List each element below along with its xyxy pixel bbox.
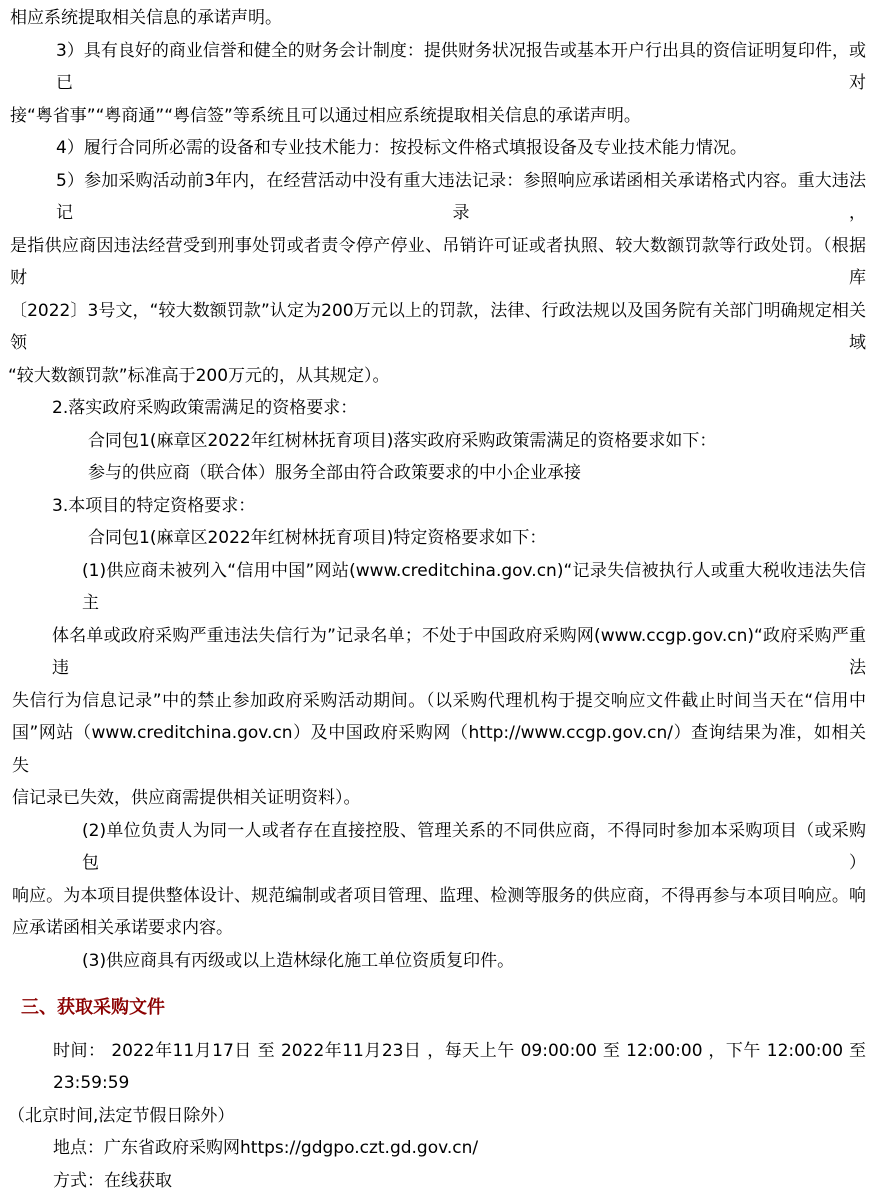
document-text-line: 信记录已失效，供应商需提供相关证明资料）。 — [0, 782, 878, 815]
document-text-line: 接“粤省事”“粤商通”“粤信签”等系统且可以通过相应系统提取相关信息的承诺声明。 — [0, 100, 878, 133]
document-text-line: 应承诺函相关承诺要求内容。 — [0, 912, 878, 945]
document-text-line: 参与的供应商（联合体）服务全部由符合政策要求的中小企业承接 — [0, 457, 878, 490]
document-text-line: (1)供应商未被列入“信用中国”网站(www.creditchina.gov.cn)“记录失信被执行人或重大税收违法失信主 — [0, 555, 878, 620]
section-heading-obtain-procurement-documents: 三、获取采购文件 — [0, 992, 878, 1025]
qualification-requirements-text-block — [0, 2, 878, 977]
document-text-line: 3）具有良好的商业信誉和健全的财务会计制度：提供财务状况报告或基本开户行出具的资信证明复印件，或已对 — [0, 35, 878, 100]
document-text-line: 地点：广东省政府采购网https://gdgpo.czt.gd.gov.cn/ — [0, 1132, 878, 1165]
document-text-line: 4）履行合同所必需的设备和专业技术能力：按投标文件格式填报设备及专业技术能力情况。 — [0, 132, 878, 165]
document-text-line: (3)供应商具有丙级或以上造林绿化施工单位资质复印件。 — [0, 945, 878, 978]
document-text-line: （北京时间,法定节假日除外） — [0, 1100, 878, 1133]
document-text-line: 响应。为本项目提供整体设计、规范编制或者项目管理、监理、检测等服务的供应商，不得再参与本项目响应。响 — [0, 880, 878, 913]
document-text-line: 国”网站（www.creditchina.gov.cn）及中国政府采购网（http://www.ccgp.gov.cn/）查询结果为准，如相关失 — [0, 717, 878, 782]
document-text-line: 相应系统提取相关信息的承诺声明。 — [0, 2, 878, 35]
document-text-line: (2)单位负责人为同一人或者存在直接控股、管理关系的不同供应商，不得同时参加本采购项目（或采购包） — [0, 815, 878, 880]
document-text-line: 失信行为信息记录”中的禁止参加政府采购活动期间。（以采购代理机构于提交响应文件截止时间当天在“信用中 — [0, 685, 878, 718]
document-text-line: 方式：在线获取 — [0, 1165, 878, 1197]
document-text-line: 〔2022〕3号文，“较大数额罚款”认定为200万元以上的罚款，法律、行政法规以及国务院有关部门明确规定相关领域 — [0, 295, 878, 360]
document-text-line: 是指供应商因违法经营受到刑事处罚或者责令停产停业、吊销许可证或者执照、较大数额罚款等行政处罚。（根据财库 — [0, 230, 878, 295]
obtain-documents-details-block — [0, 1035, 878, 1197]
document-text-line: 2.落实政府采购政策需满足的资格要求： — [0, 392, 878, 425]
document-text-line: 体名单或政府采购严重违法失信行为”记录名单；不处于中国政府采购网(www.ccgp.gov.cn)“政府采购严重违法 — [0, 620, 878, 685]
document-text-line: 合同包1(麻章区2022年红树林抚育项目)落实政府采购政策需满足的资格要求如下： — [0, 425, 878, 458]
document-text-line: “较大数额罚款”标准高于200万元的，从其规定）。 — [0, 360, 878, 393]
document-text-line: 3.本项目的特定资格要求： — [0, 490, 878, 523]
document-text-line: 时间： 2022年11月17日 至 2022年11月23日 ，每天上午 09:00:00 至 12:00:00 ，下午 12:00:00 至 23:59:59 — [0, 1035, 878, 1100]
document-text-line: 5）参加采购活动前3年内，在经营活动中没有重大违法记录：参照响应承诺函相关承诺格式内容。重大违法记录， — [0, 165, 878, 230]
document-text-line: 合同包1(麻章区2022年红树林抚育项目)特定资格要求如下： — [0, 522, 878, 555]
